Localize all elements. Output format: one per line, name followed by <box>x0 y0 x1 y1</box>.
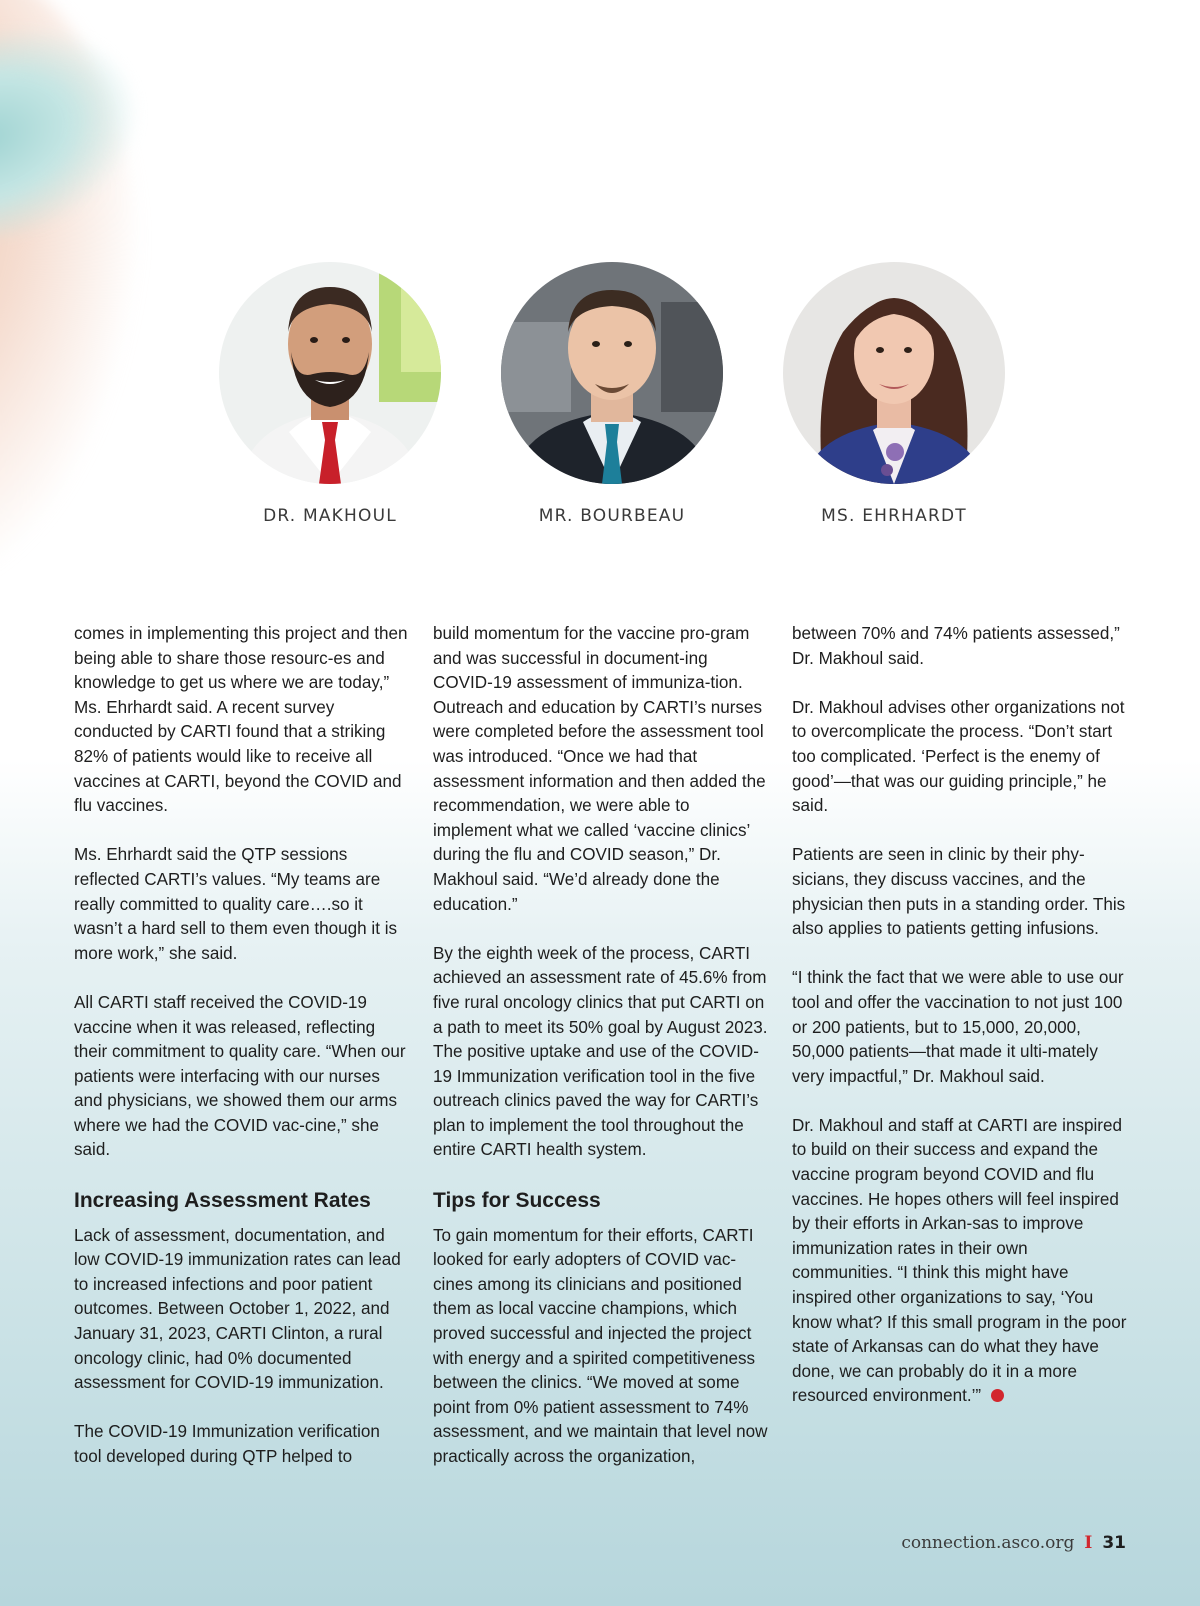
paragraph: “I think the fact that we were able to use our tool and offer the vaccination to not just 100 or 200 patients, but to 15,000, 20,000, 50,000 patients—that made it ulti-mately very impactful,” Dr. Makhoul said. <box>792 968 1124 1086</box>
paragraph: Dr. Makhoul advises other organizations not to overcomplicate the process. “Don’t start too complicated. ‘Perfect is the enemy of good’—that was our guiding principle,” he said. <box>792 697 1125 816</box>
end-mark-dot-icon <box>991 1389 1004 1402</box>
paragraph: The COVID-19 Immunization verification tool developed during QTP helped to <box>74 1422 380 1466</box>
footer-separator: I <box>1084 1533 1093 1553</box>
portrait-caption: DR. MAKHOUL <box>263 506 397 526</box>
paragraph: Ms. Ehrhardt said the QTP sessions reflected CARTI’s values. “My teams are really committed to quality care….so it wasn’t a hard sell to them even though it is more work,” she said. <box>74 845 398 963</box>
paragraph: build momentum for the vaccine pro-gram and was successful in document-ing COVID-19 assessment of immuniza-tion. Outreach and education by CARTI’s nurses were completed before the assessment tool was introduced. “Once we had that assessment information and then added the recommendation, we were able to implement what we called ‘vaccine clinics’ during the flu and COVID season,” Dr. Makhoul said. “We’d already done the education.” <box>433 624 766 914</box>
article-column-1 <box>74 622 410 1494</box>
paragraph: All CARTI staff received the COVID-19 vaccine when it was released, reflecting their commitment to quality care. “When our patients were interfacing with our nurses and physicians, we showed them our arms where we had the COVID vac-cine,” she said. <box>74 992 406 1160</box>
portrait-makhoul <box>219 262 441 526</box>
portrait-caption: MR. BOURBEAU <box>538 506 686 526</box>
section-heading: Increasing Assessment Rates <box>74 1188 371 1212</box>
page-footer <box>901 1533 1126 1553</box>
section-heading: Tips for Success <box>433 1188 601 1212</box>
article-column-3 <box>792 622 1128 1434</box>
paragraph: Patients are seen in clinic by their phy-sicians, they discuss vaccines, and the physician then puts in a standing order. This also applies to patients getting infusions. <box>792 845 1126 939</box>
paragraph-final <box>792 1114 1128 1409</box>
article-column-2 <box>433 622 769 1494</box>
paragraph: By the eighth week of the process, CARTI achieved an assessment rate of 45.6% from five rural oncology clinics that put CARTI on a path to meet its 50% goal by August 2023. The positive uptake and use of the COVID-19 Immunization verification tool in the five outreach clinics paved the way for CARTI’s plan to implement the tool throughout the entire CARTI health system. <box>433 943 768 1160</box>
paragraph-text: Dr. Makhoul and staff at CARTI are inspired to build on their success and expand the vaccine program beyond COVID and flu vaccines. He hopes others will feel inspired by their efforts in Arkan-sas to improve immunization rates in their own communities. “I think this might have inspired other organizations to say, ‘You know what? If this small program in the poor state of Arkansas can do what they have done, we can probably do it in a more resourced environment.’” <box>792 1115 1127 1406</box>
portrait-photo-bourbeau <box>501 262 723 484</box>
portrait-bourbeau <box>501 262 723 526</box>
page-number: 31 <box>1102 1533 1126 1553</box>
paragraph: To gain momentum for their efforts, CARTI looked for early adopters of COVID vac-cines among its clinicians and positioned them as local vaccine champions, which proved successful and injected the project with energy and a spirited competitiveness between the clinics. “We moved at some point from 0% patient assessment to 74% assessment, and we maintain that level now practically across the organization, <box>433 1225 768 1466</box>
portrait-photo-makhoul <box>219 262 441 484</box>
paragraph: Lack of assessment, documentation, and low COVID-19 immunization rates can lead to increased infections and poor patient outcomes. Between October 1, 2022, and January 31, 2023, CARTI Clinton, a rural oncology clinic, had 0% documented assessment for COVID-19 immunization. <box>74 1225 401 1393</box>
portrait-caption: MS. EHRHARDT <box>821 506 967 526</box>
portrait-photo-ehrhardt <box>783 262 1005 484</box>
paragraph: between 70% and 74% patients assessed,” Dr. Makhoul said. <box>792 624 1120 668</box>
paragraph: comes in implementing this project and then being able to share those resourc-es and knowledge to get us where we are today,” Ms. Ehrhardt said. A recent survey conducted by CARTI found that a striking 82% of patients would like to receive all vaccines at CARTI, beyond the COVID and flu vaccines. <box>74 624 408 816</box>
portrait-ehrhardt <box>783 262 1005 526</box>
footer-site-link[interactable]: connection.asco.org <box>901 1533 1075 1553</box>
portrait-row <box>0 262 1200 532</box>
